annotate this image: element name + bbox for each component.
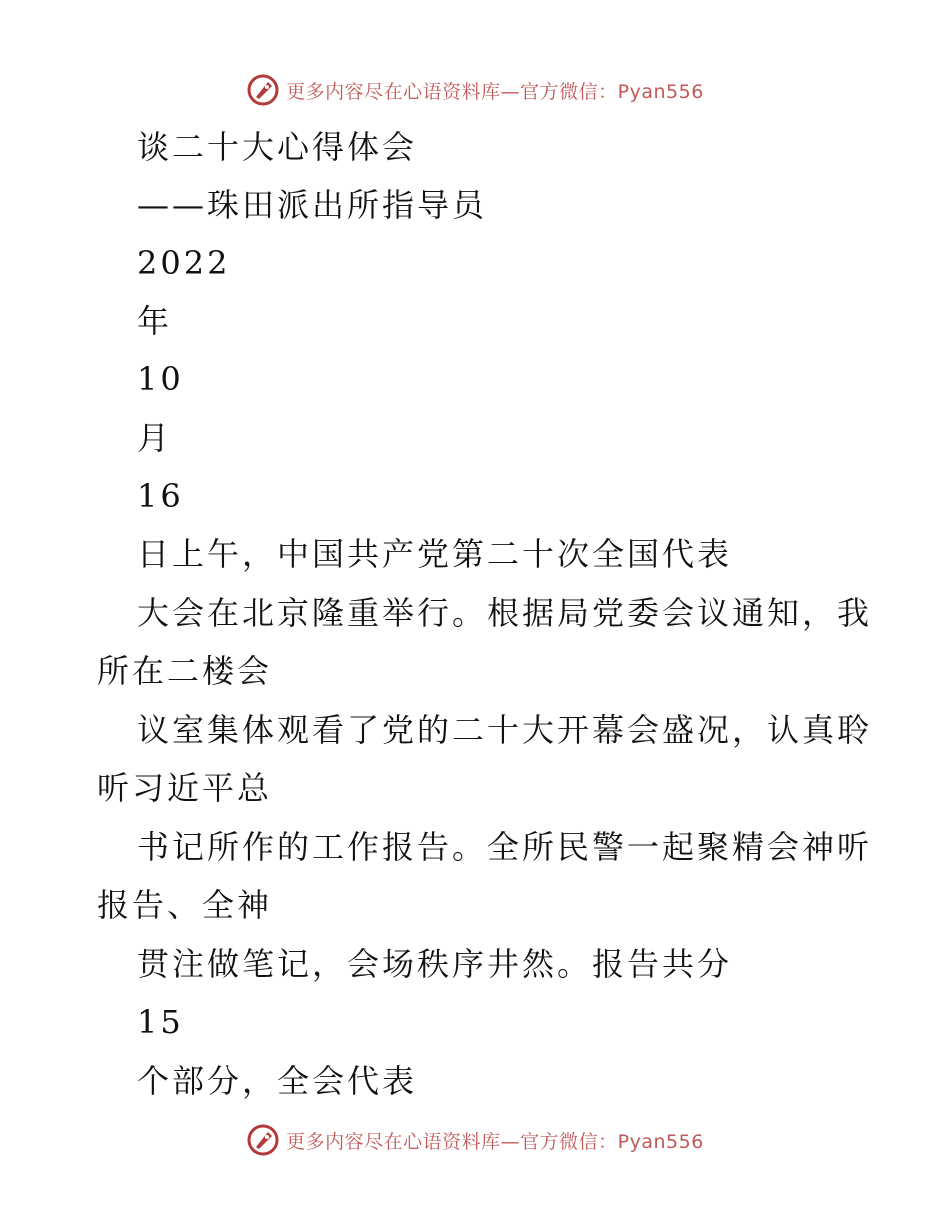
text-line: 听习近平总: [97, 769, 273, 807]
text-line: 所在二楼会: [97, 652, 273, 690]
text-line: 日上午，中国共产党第二十次全国代表: [137, 535, 733, 573]
document-title: 谈二十大心得体会: [137, 128, 418, 166]
text-line: 书记所作的工作报告。全所民警一起聚精会神听: [137, 828, 873, 866]
watermark-text: 更多内容尽在心语资料库—官方微信：Pyan556: [286, 80, 704, 103]
text-line: 贯注做笔记，会场秩序井然。报告共分: [137, 945, 733, 983]
text-line: 2022: [137, 244, 231, 282]
pen-nib-logo-icon: [246, 73, 280, 107]
text-line: 报告、全神: [97, 886, 273, 924]
text-line: 年: [137, 302, 173, 340]
text-line: 10: [137, 360, 184, 398]
footer-watermark: [0, 1120, 950, 1160]
text-line: 大会在北京隆重举行。根据局党委会议通知，我: [137, 594, 873, 632]
text-line: 15: [137, 1003, 184, 1041]
text-line: 个部分，全会代表: [137, 1062, 418, 1100]
watermark-text: 更多内容尽在心语资料库—官方微信：Pyan556: [286, 1130, 704, 1153]
pen-nib-logo-icon: [246, 1123, 280, 1157]
document-author: ——珠田派出所指导员: [137, 186, 488, 224]
text-line: 议室集体观看了党的二十大开幕会盛况，认真聆: [137, 711, 873, 749]
text-line: 月: [137, 419, 173, 457]
text-line: 16: [137, 477, 184, 515]
header-watermark: [0, 70, 950, 110]
